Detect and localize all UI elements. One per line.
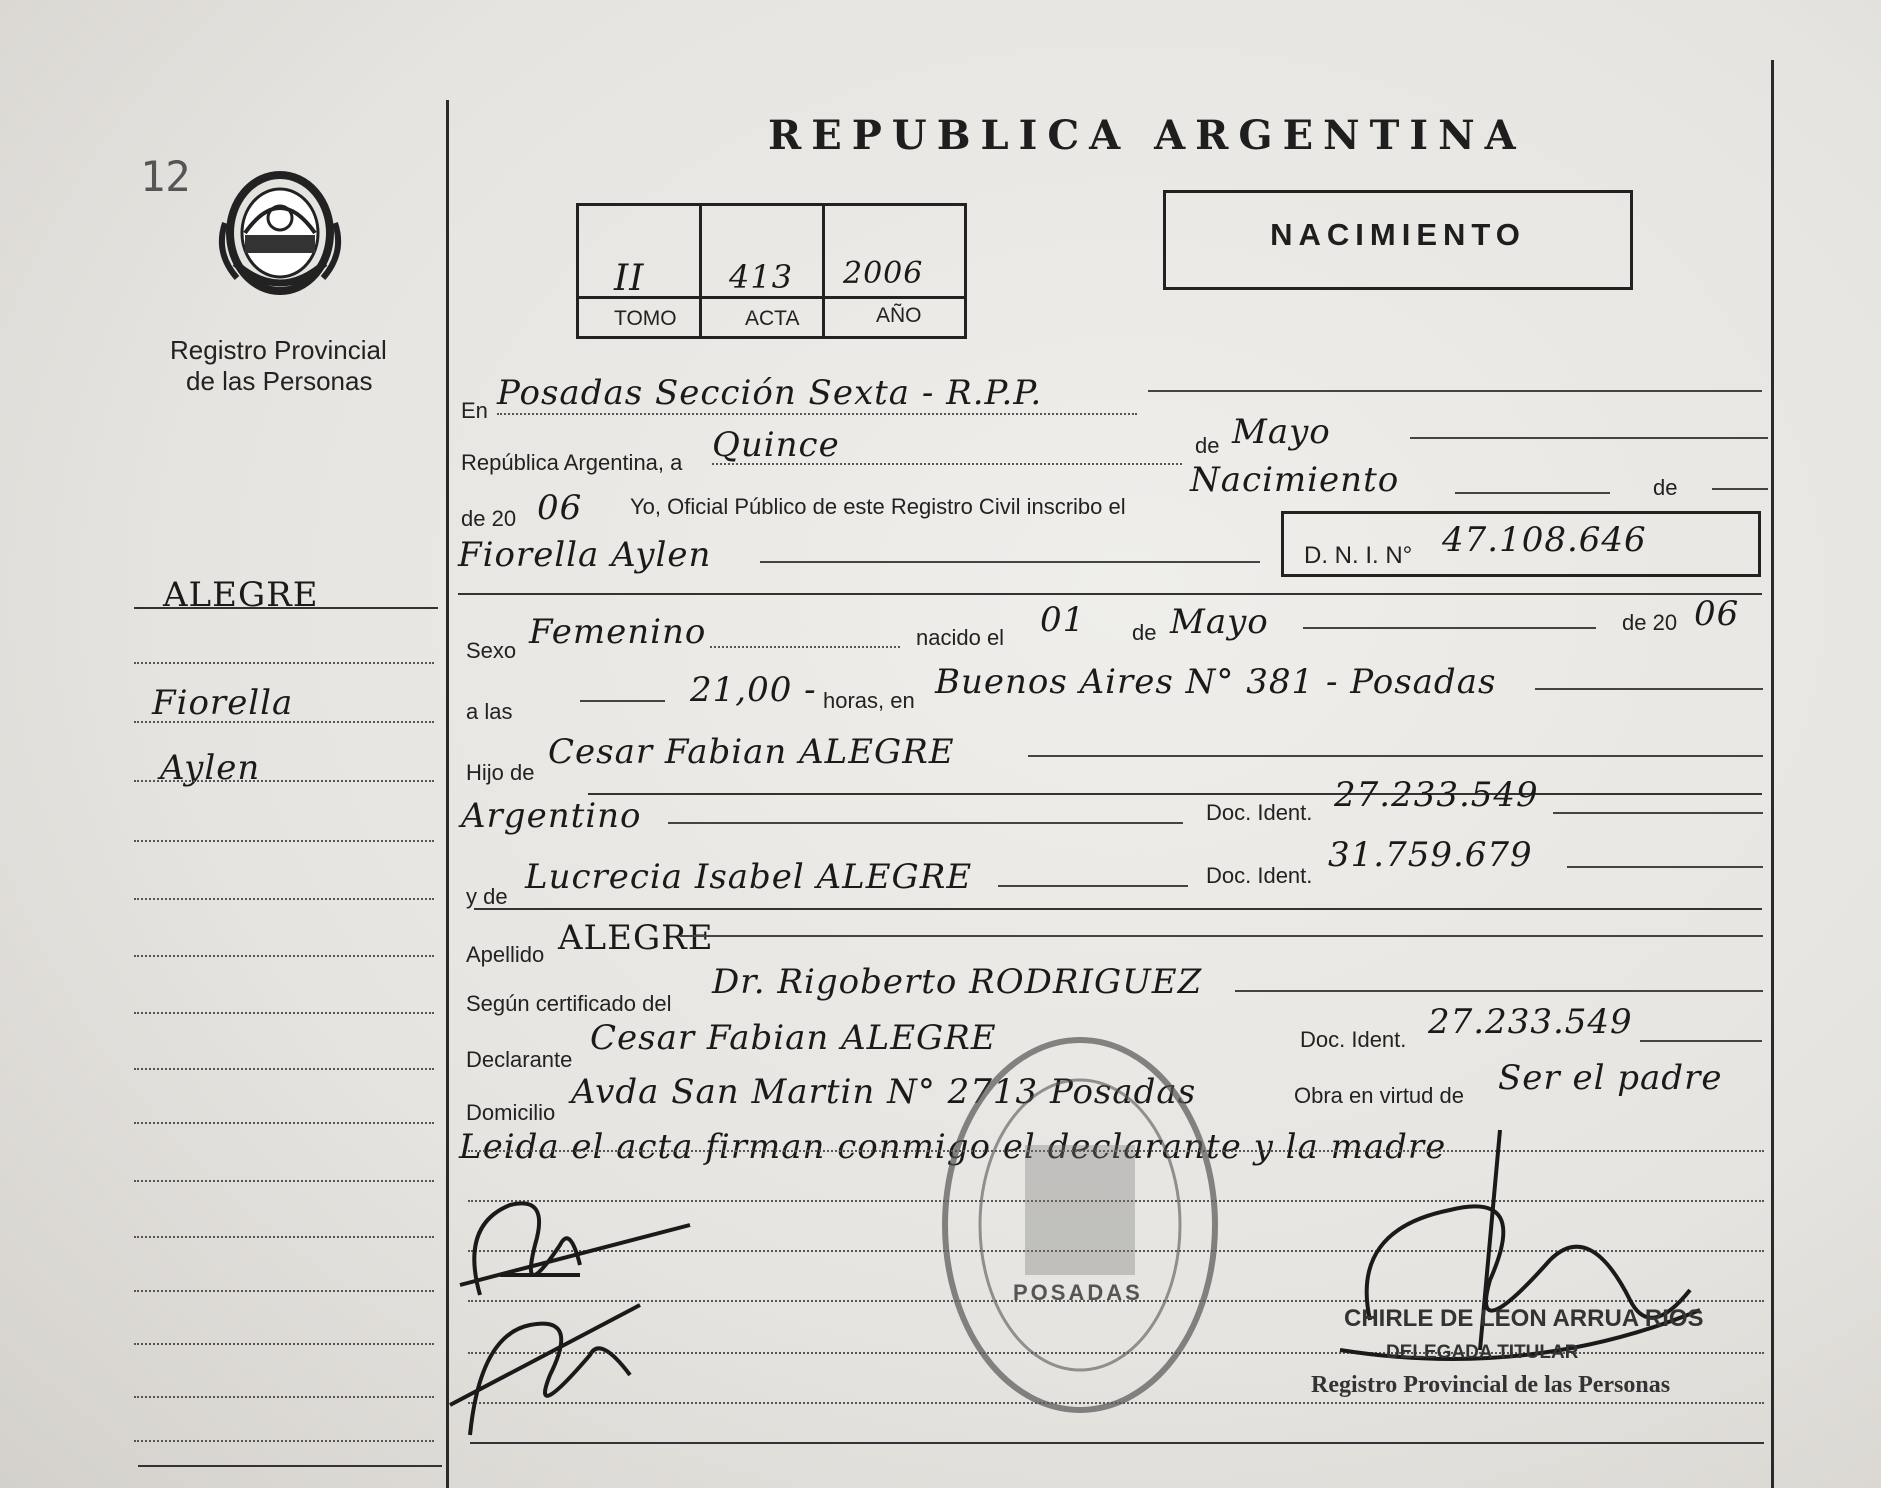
value-nombre: Fiorella Aylen (458, 535, 712, 575)
value-padre-nacionalidad: Argentino (461, 796, 642, 836)
official-name: CHIRLE DE LEON ARRUA RIOS (1344, 1305, 1704, 1332)
line (458, 593, 1762, 595)
registry-name-line2: de las Personas (186, 366, 373, 396)
line (1028, 755, 1763, 757)
acta-label: ACTA (745, 307, 800, 330)
registry-name-line1: Registro Provincial (170, 335, 387, 365)
label-doc-ident-padre: Doc. Ident. (1206, 800, 1313, 825)
value-mes-registro: Mayo (1232, 412, 1331, 452)
sheet-number: 12 (140, 152, 191, 201)
value-padre: Cesar Fabian ALEGRE (548, 732, 955, 772)
label-doc-ident-declarante: Doc. Ident. (1300, 1027, 1407, 1052)
declarant-signature (440, 1185, 700, 1445)
value-obra-virtud: Ser el padre (1498, 1058, 1723, 1098)
value-dia-nac: 01 (1040, 600, 1086, 640)
margin-surname: ALEGRE (163, 575, 319, 615)
line (1410, 437, 1768, 439)
acta-value: 413 (729, 258, 794, 296)
margin-name1: Fiorella (152, 683, 294, 723)
margin-line (134, 1290, 434, 1292)
line (1148, 390, 1762, 392)
value-dni: 47.108.646 (1442, 520, 1647, 560)
label-domicilio: Domicilio (466, 1100, 556, 1125)
line (760, 561, 1260, 563)
stamp-city: POSADAS (1013, 1280, 1143, 1305)
line (1567, 866, 1763, 868)
right-rule (1771, 60, 1774, 1488)
line (1712, 488, 1768, 490)
value-anio-registro: 06 (537, 488, 583, 528)
value-sexo: Femenino (529, 612, 707, 652)
label-doc-ident-madre: Doc. Ident. (1206, 863, 1313, 888)
provincial-seal-logo (215, 163, 345, 308)
label-segun-certificado: Según certificado del (466, 991, 672, 1016)
label-hijo-de: Hijo de (466, 760, 535, 785)
margin-line (134, 1236, 434, 1238)
value-apellido: ALEGRE (558, 918, 714, 958)
margin-line (134, 1440, 434, 1442)
label-nacido-el: nacido el (916, 625, 1005, 650)
label-yo-oficial: Yo, Oficial Público de este Registro Civil inscribo el (630, 494, 1126, 519)
line (1640, 1040, 1762, 1042)
anio-value: 2006 (843, 256, 924, 291)
value-declarante-doc: 27.233.549 (1428, 1002, 1633, 1042)
margin-line (134, 1122, 434, 1124)
line (712, 463, 1182, 465)
label-de: de (1195, 433, 1220, 458)
official-office: Registro Provincial de las Personas (1311, 1372, 1671, 1398)
value-dia-registro: Quince (712, 425, 840, 465)
country-title: REPUBLICA ARGENTINA (768, 112, 1526, 159)
margin-line (134, 1068, 434, 1070)
label-declarante: Declarante (466, 1047, 573, 1072)
value-madre-doc: 31.759.679 (1328, 835, 1533, 875)
value-declarante: Cesar Fabian ALEGRE (590, 1018, 997, 1058)
line (1303, 627, 1596, 629)
value-hora: 21,00 - (690, 670, 817, 710)
line (580, 700, 665, 702)
tomo-label: TOMO (614, 307, 677, 330)
volume-box (576, 203, 967, 339)
line (998, 885, 1188, 887)
line (1235, 990, 1763, 992)
margin-line (134, 662, 434, 664)
line (1535, 688, 1763, 690)
margin-line (134, 1396, 434, 1398)
margin-line (134, 840, 434, 842)
margin-line (134, 955, 434, 957)
label-en: En (461, 398, 488, 423)
value-acto: Nacimiento (1190, 460, 1400, 500)
line (474, 908, 1762, 910)
margin-line (134, 721, 434, 723)
official-title: DELEGADA TITULAR (1386, 1342, 1579, 1363)
value-mes-nac: Mayo (1170, 602, 1269, 642)
margin-name2: Aylen (160, 748, 261, 788)
record-type-label: NACIMIENTO (1270, 217, 1526, 252)
line (497, 413, 1137, 415)
value-lugar: Posadas Sección Sexta - R.P.P. (497, 373, 1043, 413)
line (588, 793, 1762, 795)
label-apellido: Apellido (466, 942, 545, 967)
dni-box (1281, 511, 1761, 577)
value-madre: Lucrecia Isabel ALEGRE (525, 857, 973, 897)
label-de-20b: de 20 (1622, 610, 1678, 635)
official-round-stamp (930, 1025, 1230, 1425)
line (1553, 812, 1763, 814)
label-republica: República Argentina, a (461, 450, 683, 475)
value-domicilio: Avda San Martin N° 2713 Posadas (571, 1072, 1197, 1112)
label-dni: D. N. I. N° (1304, 542, 1413, 569)
margin-line (134, 1343, 434, 1345)
line (668, 822, 1183, 824)
label-sexo: Sexo (466, 638, 517, 663)
margin-line (134, 1180, 434, 1182)
label-de-2: de (1653, 475, 1678, 500)
label-horas-en: horas, en (823, 688, 915, 713)
record-type-box (1163, 190, 1633, 290)
label-de-20: de 20 (461, 506, 517, 531)
margin-surname-line (134, 607, 438, 609)
line (680, 935, 1763, 937)
label-a-las: a las (466, 699, 513, 724)
value-certificado: Dr. Rigoberto RODRIGUEZ (712, 962, 1203, 1002)
line (710, 646, 900, 648)
value-lugar-nac: Buenos Aires N° 381 - Posadas (935, 662, 1497, 702)
value-anio-nac: 06 (1694, 594, 1740, 634)
anio-label: AÑO (876, 304, 922, 327)
label-de-3: de (1132, 620, 1157, 645)
margin-bottom-line (138, 1465, 442, 1467)
margin-line (134, 898, 434, 900)
margin-line (134, 1012, 434, 1014)
label-y-de: y de (466, 884, 508, 909)
label-obra-en-virtud: Obra en virtud de (1294, 1083, 1464, 1108)
margin-line (134, 780, 434, 782)
tomo-value: II (614, 258, 645, 299)
value-observacion: Leida el acta firman conmigo el declarante y la madre (459, 1127, 1447, 1167)
value-padre-doc: 27.233.549 (1334, 775, 1539, 815)
line (1455, 492, 1610, 494)
